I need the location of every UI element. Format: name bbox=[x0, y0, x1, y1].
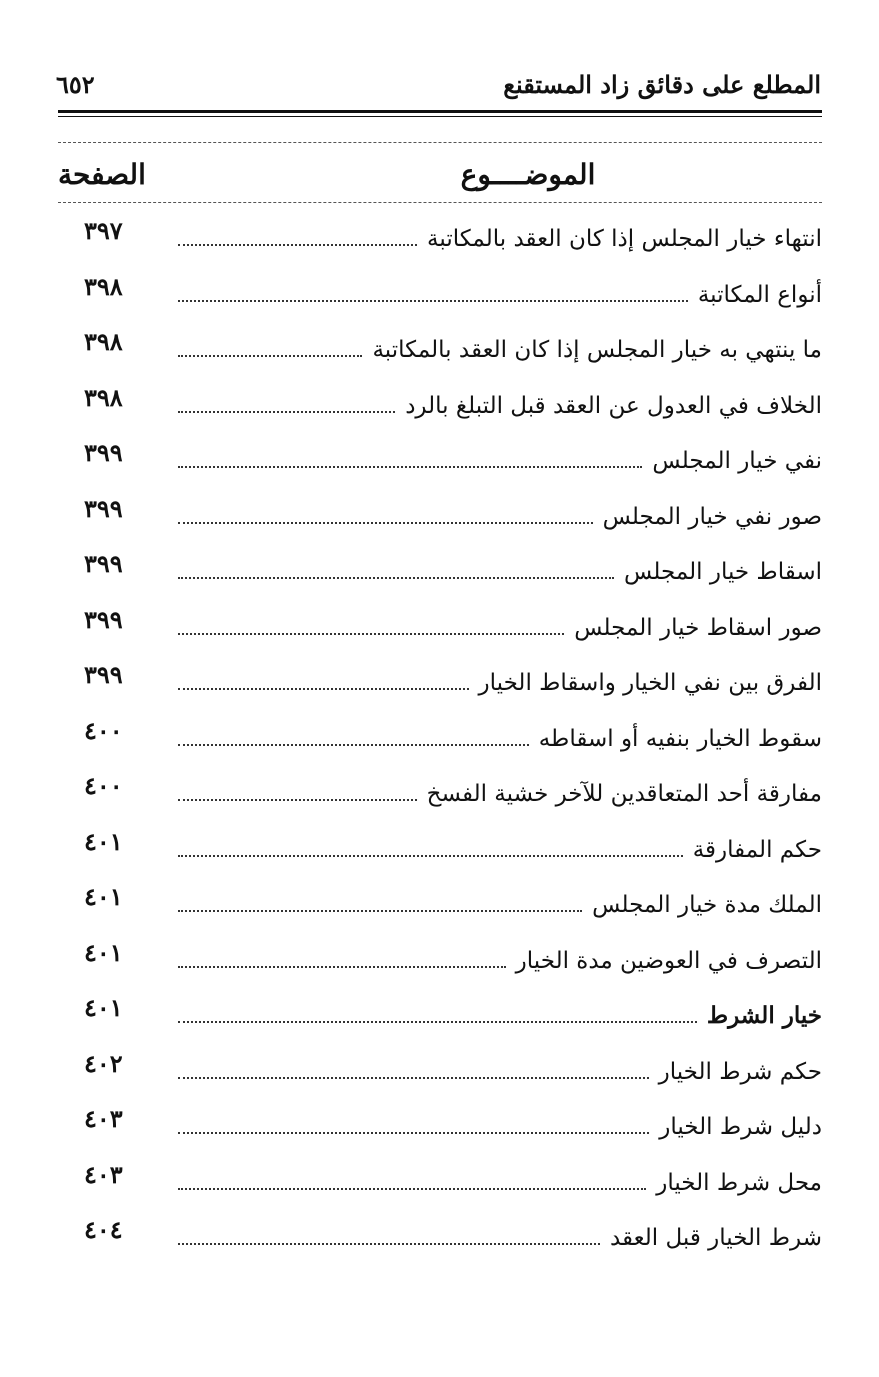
toc-entry-line bbox=[178, 1215, 822, 1251]
toc-entry-line bbox=[178, 771, 822, 807]
toc-entry-topic: نفي خيار المجلس bbox=[652, 448, 822, 474]
toc-entry-topic: الملك مدة خيار المجلس bbox=[592, 892, 822, 918]
running-header bbox=[56, 70, 821, 106]
toc-entry-line bbox=[178, 272, 822, 308]
toc-entry bbox=[58, 541, 822, 597]
dotted-leader bbox=[178, 354, 362, 357]
toc-entry-line bbox=[178, 216, 822, 252]
toc-entry-page-number: ٣٩٨ bbox=[84, 271, 123, 301]
toc-entry-page-number: ٣٩٨ bbox=[84, 327, 123, 356]
toc-entry-page-number: ٣٩٩ bbox=[84, 438, 123, 467]
toc-entry-line bbox=[178, 716, 822, 752]
toc-entry-page-number: ٤٠٤ bbox=[84, 1215, 123, 1244]
column-headers bbox=[58, 158, 822, 198]
toc-entry bbox=[58, 652, 822, 708]
dotted-leader bbox=[178, 521, 593, 524]
toc-entry-line bbox=[178, 438, 822, 474]
toc-entry-line bbox=[178, 327, 822, 363]
toc-entry-line bbox=[178, 383, 822, 419]
toc-entry-topic: التصرف في العوضين مدة الخيار bbox=[515, 947, 822, 974]
toc-entry-line bbox=[178, 882, 822, 918]
dotted-leader bbox=[178, 1242, 600, 1245]
dotted-leader bbox=[178, 576, 614, 579]
dotted-leader bbox=[178, 798, 417, 801]
toc-entry-line bbox=[178, 660, 822, 696]
toc-entry-line bbox=[178, 938, 822, 974]
toc-entry bbox=[58, 874, 822, 930]
table-of-contents bbox=[58, 208, 822, 1263]
toc-entry-topic: الفرق بين نفي الخيار واسقاط الخيار bbox=[478, 670, 822, 696]
dotted-leader bbox=[178, 632, 564, 635]
toc-entry bbox=[58, 985, 822, 1041]
column-header-top-divider bbox=[58, 142, 822, 143]
toc-entry-topic: صور نفي خيار المجلس bbox=[602, 503, 822, 530]
toc-entry-line bbox=[178, 827, 822, 863]
toc-entry-topic: انتهاء خيار المجلس إذا كان العقد بالمكاتبة bbox=[427, 226, 822, 252]
toc-entry bbox=[58, 1207, 822, 1263]
toc-entry-topic: حكم شرط الخيار bbox=[658, 1058, 822, 1085]
header-rule-thick bbox=[58, 110, 822, 113]
topic-column-heading: الموضــــوع bbox=[460, 158, 596, 191]
toc-entry bbox=[58, 1041, 822, 1097]
toc-entry-page-number: ٤٠١ bbox=[84, 937, 123, 967]
dotted-leader bbox=[178, 1131, 649, 1134]
toc-entry-line bbox=[178, 1160, 822, 1196]
toc-entry-topic: خيار الشرط bbox=[706, 1002, 822, 1029]
toc-entry-topic: صور اسقاط خيار المجلس bbox=[574, 614, 822, 641]
toc-entry-page-number: ٣٩٩ bbox=[84, 493, 123, 523]
toc-entry-page-number: ٤٠١ bbox=[84, 826, 123, 856]
page-number: ٦٥٢ bbox=[56, 70, 95, 99]
toc-entry-topic: سقوط الخيار بنفيه أو اسقاطه bbox=[538, 725, 822, 752]
toc-entry bbox=[58, 819, 822, 875]
toc-entry bbox=[58, 1152, 822, 1208]
toc-entry bbox=[58, 1096, 822, 1152]
toc-entry-page-number: ٤٠٣ bbox=[84, 1159, 123, 1189]
toc-entry bbox=[58, 763, 822, 819]
dotted-leader bbox=[178, 965, 506, 968]
dotted-leader bbox=[178, 410, 395, 413]
dotted-leader bbox=[178, 1187, 646, 1190]
toc-entry-page-number: ٤٠١ bbox=[84, 882, 123, 911]
dotted-leader bbox=[178, 687, 469, 690]
toc-entry-page-number: ٤٠٠ bbox=[84, 771, 123, 800]
dotted-leader bbox=[178, 854, 683, 857]
toc-entry-topic: ما ينتهي به خيار المجلس إذا كان العقد بالمكاتبة bbox=[372, 337, 822, 363]
toc-entry-page-number: ٣٩٩ bbox=[84, 604, 123, 634]
toc-entry-topic: شرط الخيار قبل العقد bbox=[609, 1225, 822, 1251]
toc-entry-line bbox=[178, 1049, 822, 1085]
dotted-leader bbox=[178, 743, 529, 746]
toc-entry bbox=[58, 486, 822, 542]
page-column-heading: الصفحة bbox=[58, 158, 146, 191]
dotted-leader bbox=[178, 299, 688, 302]
toc-entry-page-number: ٣٩٩ bbox=[84, 549, 123, 578]
toc-entry bbox=[58, 319, 822, 375]
toc-entry-page-number: ٤٠١ bbox=[84, 993, 123, 1022]
dotted-leader bbox=[178, 1020, 697, 1023]
toc-entry-topic: الخلاف في العدول عن العقد قبل التبلغ بالرد bbox=[405, 392, 822, 419]
toc-entry-line bbox=[178, 605, 822, 641]
toc-entry-topic: حكم المفارقة bbox=[692, 836, 822, 863]
toc-entry-topic: دليل شرط الخيار bbox=[659, 1114, 822, 1140]
column-header-bottom-divider bbox=[58, 202, 822, 203]
toc-entry bbox=[58, 375, 822, 431]
toc-entry bbox=[58, 930, 822, 986]
toc-entry-page-number: ٣٩٨ bbox=[84, 382, 123, 412]
toc-entry-page-number: ٤٠٣ bbox=[84, 1104, 123, 1133]
toc-entry-page-number: ٤٠٠ bbox=[84, 715, 123, 745]
toc-entry-topic: مفارقة أحد المتعاقدين للآخر خشية الفسخ bbox=[426, 781, 822, 807]
toc-entry bbox=[58, 208, 822, 264]
toc-entry-line bbox=[178, 549, 822, 585]
dotted-leader bbox=[178, 465, 642, 468]
book-title: المطلع على دقائق زاد المستقنع bbox=[503, 70, 821, 99]
toc-entry-topic: أنواع المكاتبة bbox=[697, 281, 822, 308]
toc-entry-topic: اسقاط خيار المجلس bbox=[624, 559, 822, 585]
toc-entry bbox=[58, 597, 822, 653]
toc-entry-page-number: ٣٩٧ bbox=[84, 216, 123, 245]
toc-entry bbox=[58, 264, 822, 320]
toc-entry-page-number: ٤٠٢ bbox=[84, 1048, 123, 1078]
toc-entry-page-number: ٣٩٩ bbox=[84, 660, 123, 689]
toc-entry bbox=[58, 708, 822, 764]
toc-entry-topic: محل شرط الخيار bbox=[656, 1169, 822, 1196]
toc-entry-line bbox=[178, 494, 822, 530]
toc-entry bbox=[58, 430, 822, 486]
header-rule-thin bbox=[58, 116, 822, 117]
toc-entry-line bbox=[178, 1104, 822, 1140]
dotted-leader bbox=[178, 243, 417, 246]
dotted-leader bbox=[178, 909, 582, 912]
toc-entry-line bbox=[178, 993, 822, 1029]
dotted-leader bbox=[178, 1076, 649, 1079]
